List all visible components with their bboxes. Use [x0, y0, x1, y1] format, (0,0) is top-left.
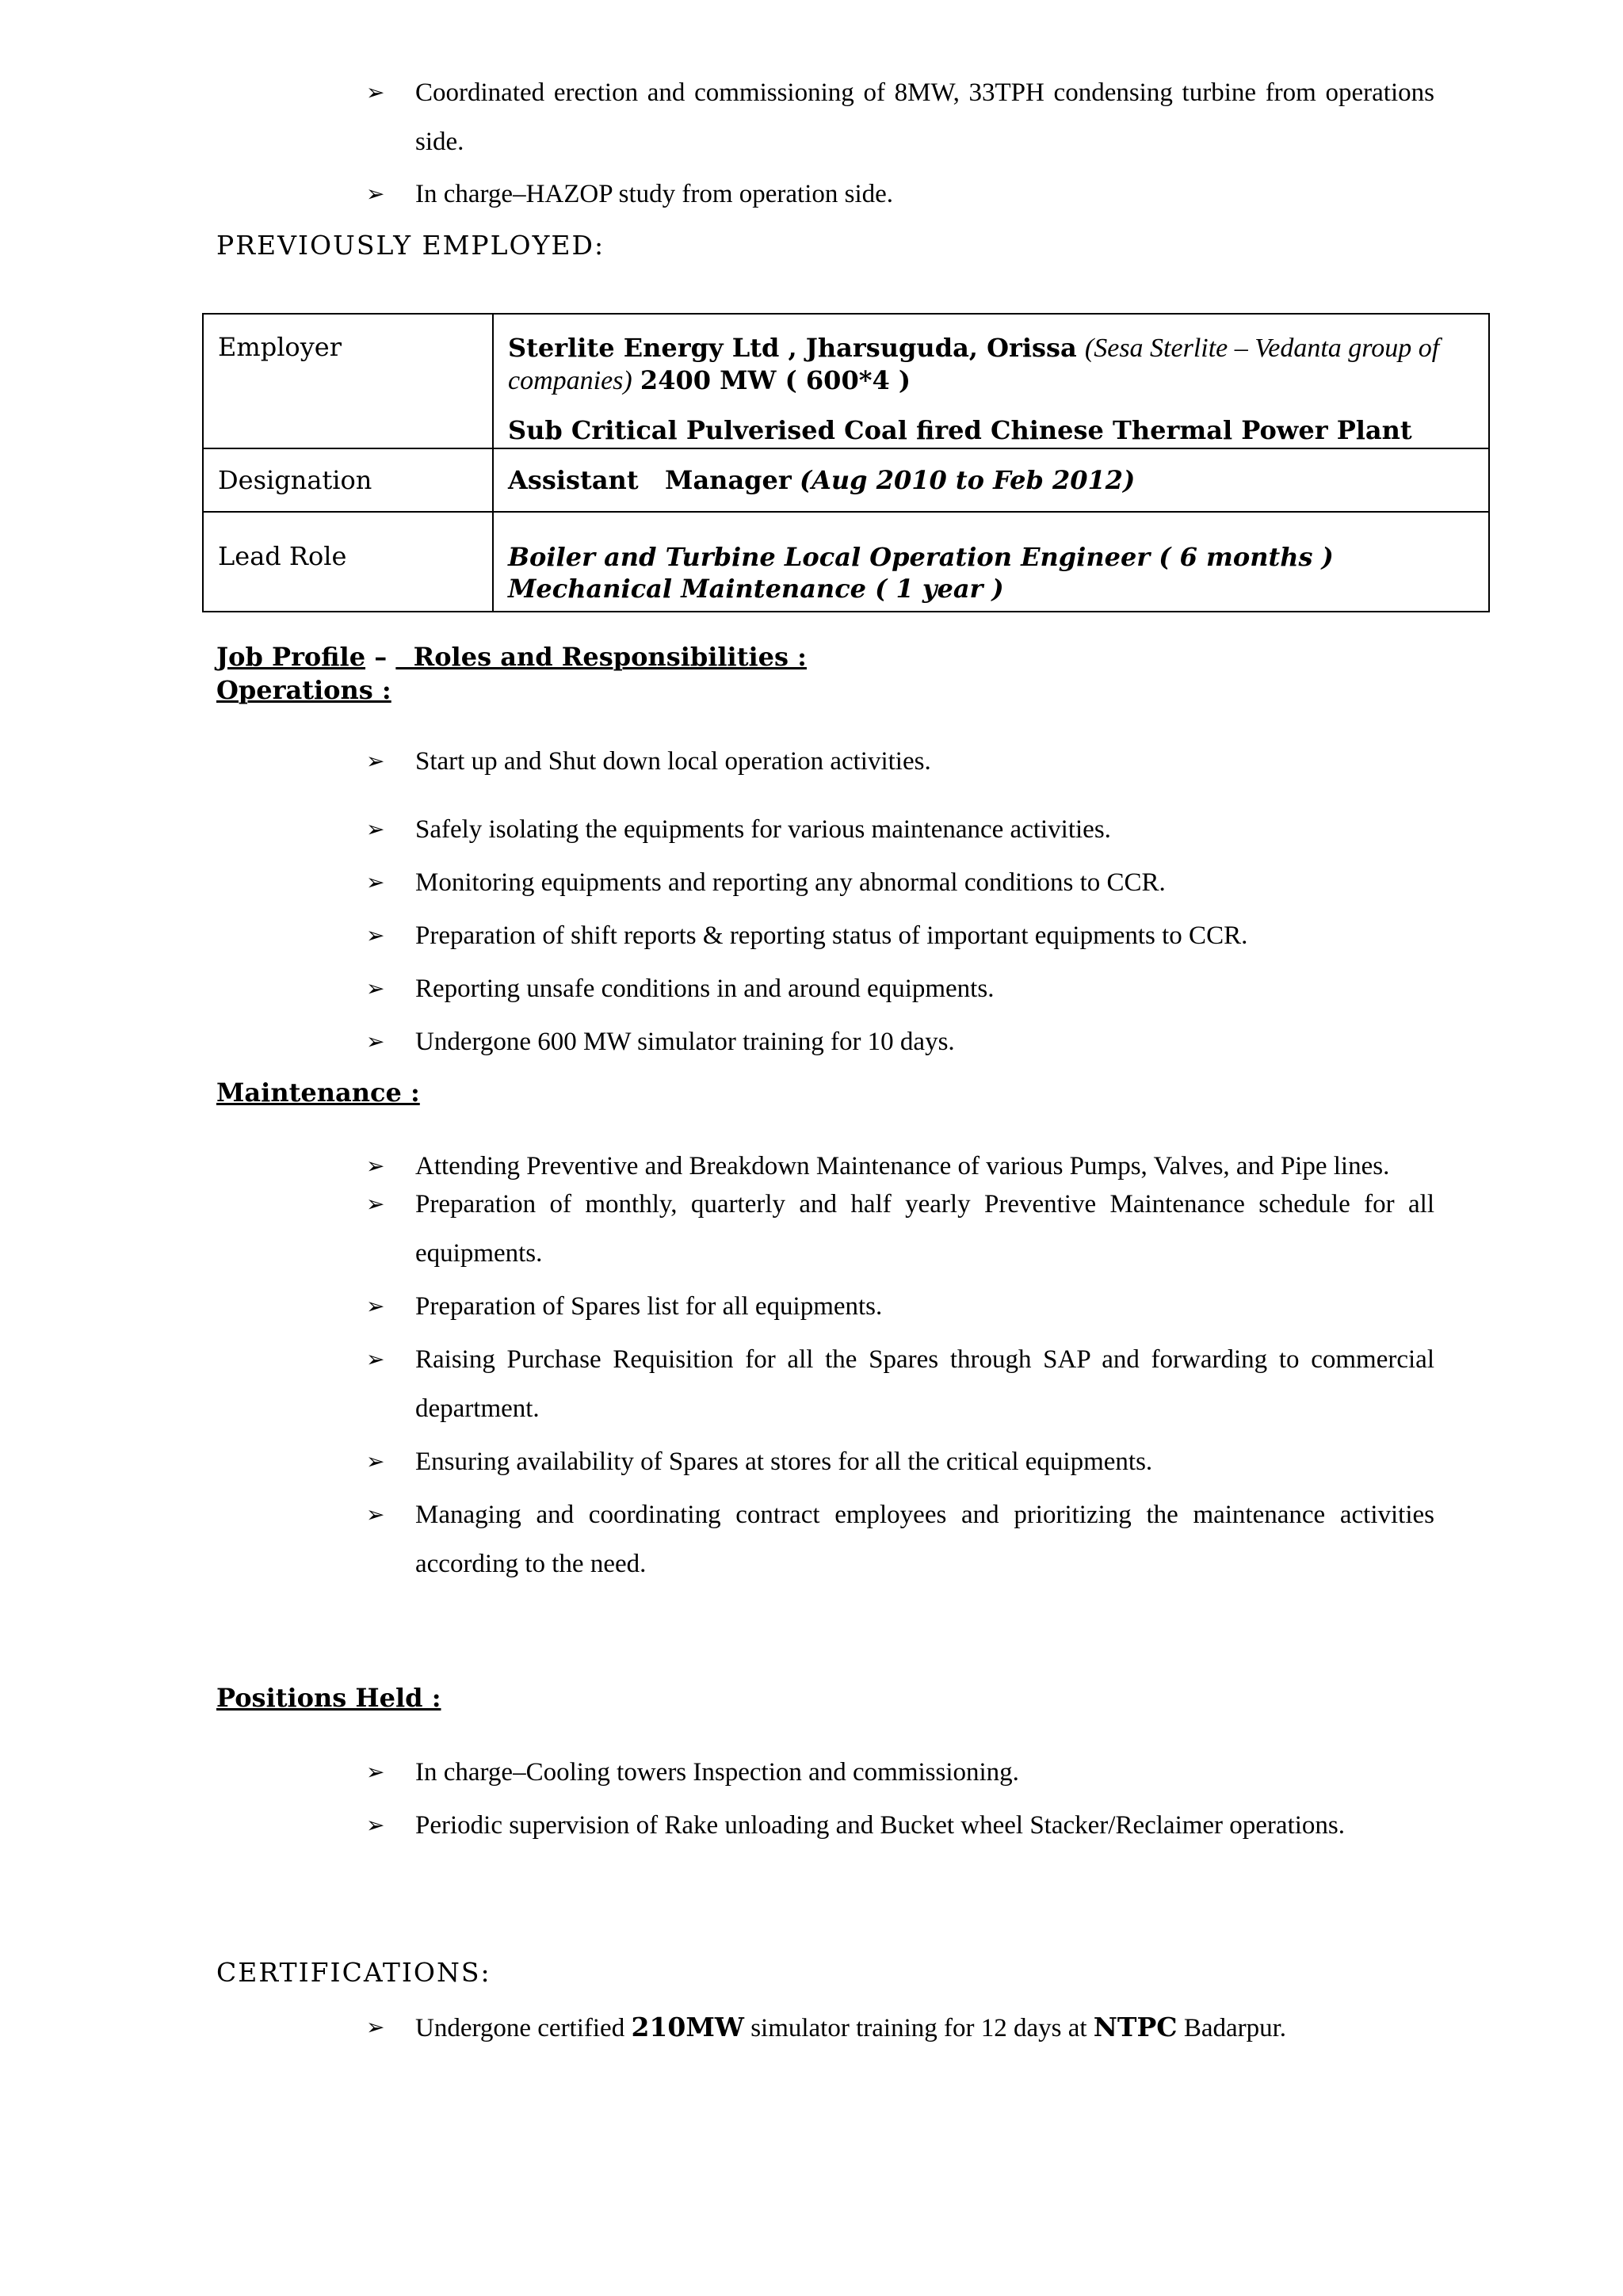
previously-employed-heading: PREVIOUSLY EMPLOYED: — [216, 230, 605, 261]
list-item — [366, 1282, 1434, 1331]
list-item — [366, 911, 1434, 960]
top-bullet-list — [366, 68, 1434, 219]
list-item — [366, 805, 1434, 854]
arrowhead-bullet-icon: ➢ — [366, 2014, 385, 2040]
bullet-text: Reporting unsafe conditions in and around equipments. — [415, 974, 995, 1003]
lead-role-line-1: Boiler and Turbine Local Operation Engineer ( 6 months ) — [508, 542, 1334, 572]
arrowhead-bullet-icon: ➢ — [366, 1448, 385, 1474]
designation-details — [508, 465, 1474, 495]
employer-name: Sterlite Energy Ltd , Jharsuguda, Orissa — [508, 333, 1077, 363]
arrowhead-bullet-icon: ➢ — [366, 816, 385, 842]
positions-held-heading: Positions Held : — [216, 1683, 441, 1713]
list-item — [366, 2003, 1434, 2053]
list-item — [366, 1017, 1434, 1066]
lead-role-value-cell — [493, 512, 1489, 612]
certification-organization: NTPC — [1093, 2012, 1178, 2042]
certification-text — [415, 2014, 1286, 2042]
employer-label-cell — [203, 314, 493, 448]
positions-held-bullet-list — [366, 1748, 1434, 1850]
bullet-text: Ensuring availability of Spares at stores for all the critical equipments. — [415, 1447, 1153, 1476]
employer-details — [508, 332, 1474, 397]
list-item — [366, 1437, 1434, 1486]
list-item — [366, 1180, 1434, 1278]
designation-title: Assistant Manager — [508, 465, 792, 495]
arrowhead-bullet-icon: ➢ — [366, 1812, 385, 1838]
list-item — [366, 964, 1434, 1013]
certification-text-part: Undergone certified — [415, 2014, 632, 2042]
arrowhead-bullet-icon: ➢ — [366, 922, 385, 948]
arrowhead-bullet-icon: ➢ — [366, 1191, 385, 1217]
certifications-bullet-list — [366, 2003, 1434, 2053]
arrowhead-bullet-icon: ➢ — [366, 1759, 385, 1785]
operations-bullet-list — [366, 737, 1434, 1066]
arrowhead-bullet-icon: ➢ — [366, 79, 385, 105]
bullet-text: Start up and Shut down local operation activities. — [415, 747, 931, 776]
bullet-text: Managing and coordinating contract employees and prioritizing the maintenance activities according to the need. — [415, 1501, 1434, 1578]
list-item — [366, 1748, 1434, 1797]
bullet-text: Preparation of Spares list for all equipments. — [415, 1292, 883, 1321]
bullet-text: Undergone 600 MW simulator training for 10 days. — [415, 1028, 955, 1056]
certifications-heading: CERTIFICATIONS: — [216, 1957, 491, 1988]
maintenance-heading: Maintenance : — [216, 1077, 420, 1108]
list-item — [366, 1490, 1434, 1589]
bullet-text: In charge–HAZOP study from operation side. — [415, 180, 894, 208]
employer-value-cell — [493, 314, 1489, 448]
lead-role-label: Lead Role — [218, 541, 347, 571]
arrowhead-bullet-icon: ➢ — [366, 975, 385, 1001]
designation-label-cell — [203, 448, 493, 512]
arrowhead-bullet-icon: ➢ — [366, 1153, 385, 1179]
arrowhead-bullet-icon: ➢ — [366, 1501, 385, 1527]
job-profile-heading — [216, 642, 807, 672]
bullet-text: Preparation of monthly, quarterly and half yearly Preventive Maintenance schedule for all equipments. — [415, 1190, 1434, 1268]
list-item — [366, 1335, 1434, 1433]
arrowhead-bullet-icon: ➢ — [366, 181, 385, 207]
arrowhead-bullet-icon: ➢ — [366, 748, 385, 774]
arrowhead-bullet-icon: ➢ — [366, 1293, 385, 1319]
designation-label: Designation — [218, 465, 372, 495]
arrowhead-bullet-icon: ➢ — [366, 869, 385, 895]
bullet-text: Periodic supervision of Rake unloading and Bucket wheel Stacker/Reclaimer operations. — [415, 1811, 1345, 1840]
bullet-text: Safely isolating the equipments for various maintenance activities. — [415, 815, 1111, 844]
list-item — [366, 68, 1434, 166]
list-item — [366, 1150, 1434, 1182]
maintenance-bullet-list — [366, 1150, 1434, 1589]
certification-capacity: 210MW — [631, 2012, 744, 2042]
certification-text-part: simulator training for 12 days at — [743, 2014, 1094, 2042]
bullet-text: In charge–Cooling towers Inspection and commissioning. — [415, 1758, 1019, 1787]
bullet-text: Attending Preventive and Breakdown Maintenance of various Pumps, Valves, and Pipe lines. — [415, 1152, 1390, 1180]
arrowhead-bullet-icon: ➢ — [366, 1346, 385, 1372]
job-profile-dash: – — [365, 642, 396, 672]
table-row — [203, 314, 1489, 448]
job-profile-title: Job Profile — [216, 642, 366, 672]
designation-value-cell — [493, 448, 1489, 512]
list-item — [366, 1801, 1434, 1850]
employer-capacity: 2400 MW ( 600*4 ) — [640, 365, 911, 395]
employer-label: Employer — [218, 332, 342, 362]
job-profile-roles-title: Roles and Responsibilities : — [395, 642, 807, 672]
lead-role-line-2: Mechanical Maintenance ( 1 year ) — [508, 574, 1004, 604]
designation-period: (Aug 2010 to Feb 2012) — [799, 465, 1136, 495]
employer-plant: Sub Critical Pulverised Coal fired Chinese Thermal Power Plant — [508, 415, 1412, 445]
bullet-text: Coordinated erection and commissioning of 8MW, 33TPH condensing turbine from operations side. — [415, 78, 1434, 156]
list-item — [366, 858, 1434, 907]
bullet-text: Monitoring equipments and reporting any abnormal conditions to CCR. — [415, 868, 1166, 897]
employment-table — [202, 313, 1490, 612]
table-row — [203, 448, 1489, 512]
certification-location: Badarpur. — [1177, 2014, 1287, 2042]
table-row — [203, 512, 1489, 612]
list-item — [366, 737, 1434, 786]
list-item — [366, 170, 1434, 219]
bullet-text: Raising Purchase Requisition for all the Spares through SAP and forwarding to commercial department. — [415, 1345, 1434, 1423]
bullet-text: Preparation of shift reports & reporting status of important equipments to CCR. — [415, 921, 1248, 950]
employer-group: (Sesa Sterlite – Vedanta group of companies) — [508, 334, 1440, 395]
lead-role-label-cell — [203, 512, 493, 612]
arrowhead-bullet-icon: ➢ — [366, 1028, 385, 1055]
operations-heading: Operations : — [216, 675, 391, 705]
